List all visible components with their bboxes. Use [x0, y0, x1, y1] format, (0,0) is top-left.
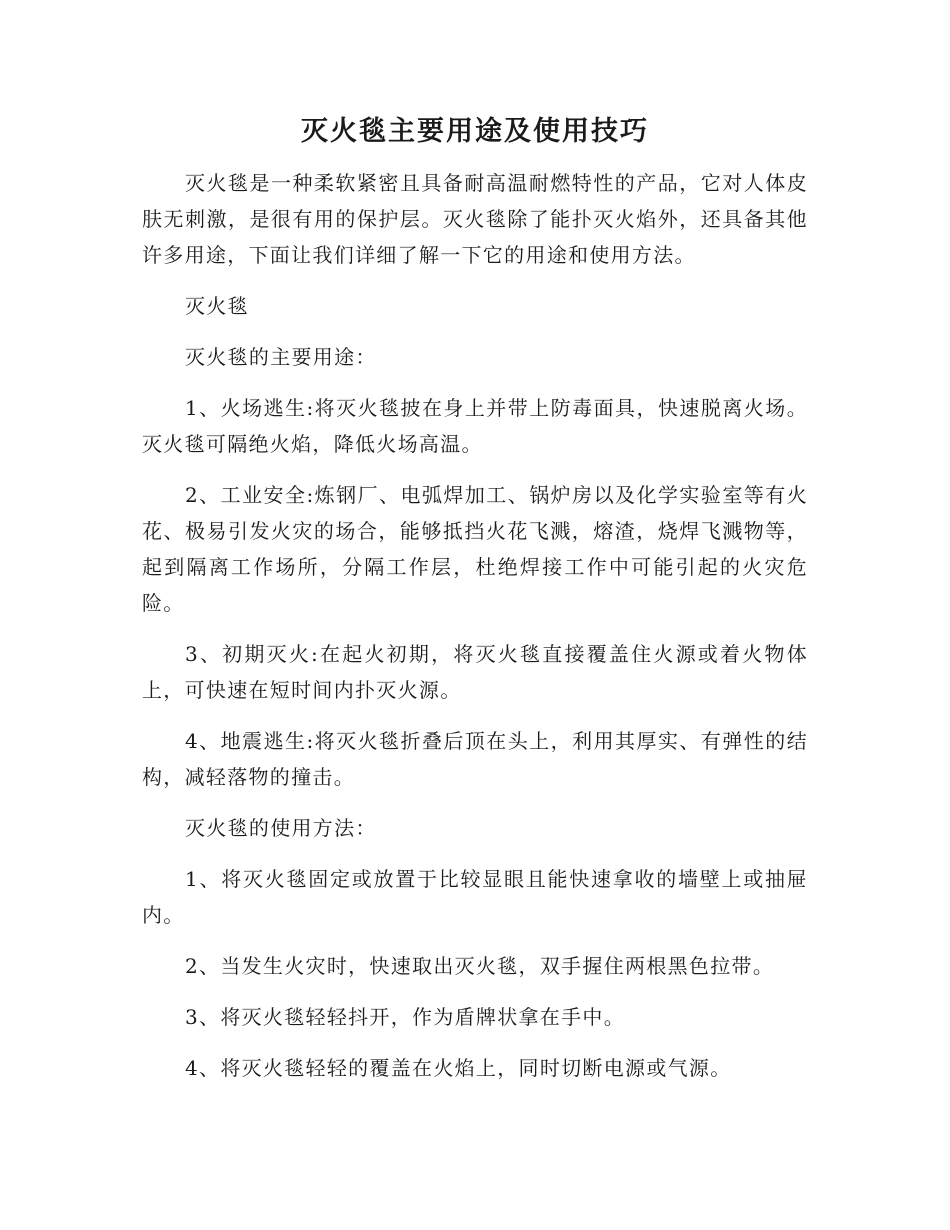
method-item-2: 2、当发生火灾时，快速取出灭火毯，双手握住两根黑色拉带。	[185, 954, 775, 978]
document-title: 灭火毯主要用途及使用技巧	[301, 116, 649, 147]
use-item-1: 1、火场逃生:将灭火毯披在身上并带上防毒面具，快速脱离火场。灭火毯可隔绝火焰，降低火场高温。	[142, 396, 808, 456]
section-heading-uses: 灭火毯的主要用途：	[185, 345, 377, 369]
method-item-3: 3、将灭火毯轻轻抖开，作为盾牌状拿在手中。	[185, 1005, 626, 1029]
section-heading-methods: 灭火毯的使用方法：	[185, 816, 377, 840]
method-item-4: 4、将灭火毯轻轻的覆盖在火焰上，同时切断电源或气源。	[185, 1056, 732, 1080]
use-item-2: 2、工业安全:炼钢厂、电弧焊加工、锅炉房以及化学实验室等有火花、极易引发火灾的场合，能够抵挡火花飞溅，熔渣，烧焊飞溅物等，起到隔离工作场所，分隔工作层，杜绝焊接工作中可能引起的火灾危险。	[142, 483, 808, 615]
method-item-1: 1、将灭火毯固定或放置于比较显眼且能快速拿收的墙壁上或抽屉内。	[142, 867, 808, 927]
intro-paragraph: 灭火毯是一种柔软紧密且具备耐高温耐燃特性的产品，它对人体皮肤无刺激，是很有用的保护层。灭火毯除了能扑灭火焰外，还具备其他许多用途，下面让我们详细了解一下它的用途和使用方法。	[142, 171, 808, 267]
use-item-3: 3、初期灭火:在起火初期，将灭火毯直接覆盖住火源或着火物体上，可快速在短时间内扑灭火源。	[142, 642, 808, 702]
use-item-4: 4、地震逃生:将灭火毯折叠后顶在头上，利用其厚实、有弹性的结构，减轻落物的撞击。	[142, 729, 808, 789]
image-caption: 灭火毯	[185, 294, 249, 318]
document-page	[142, 112, 808, 1086]
